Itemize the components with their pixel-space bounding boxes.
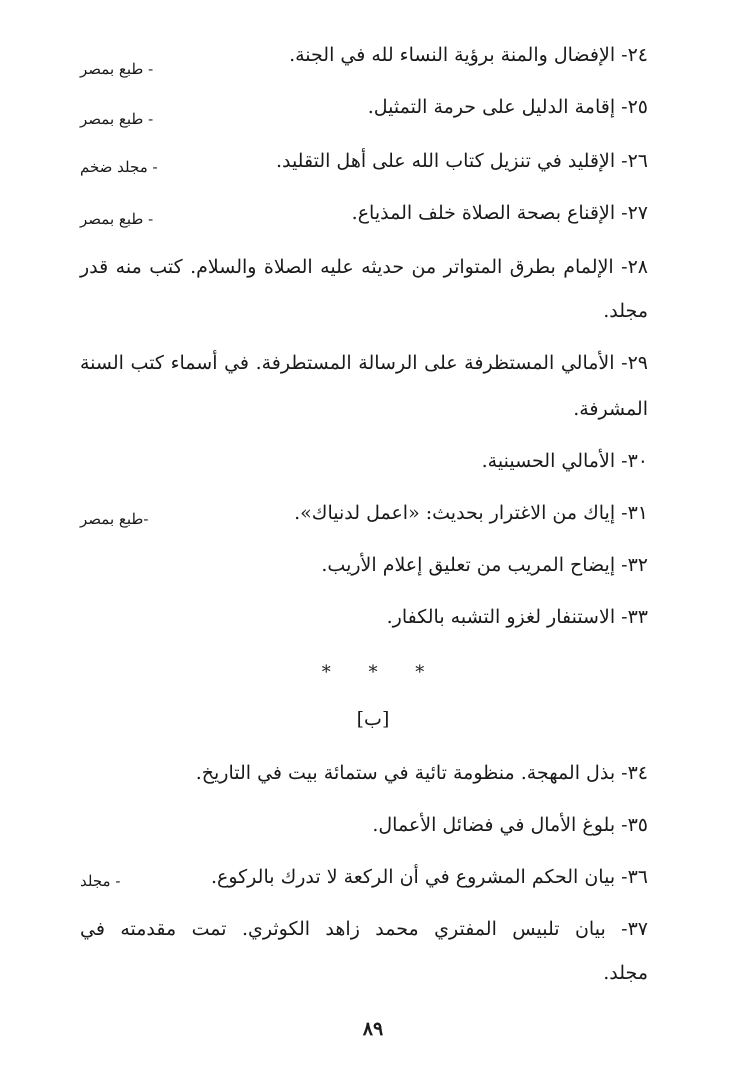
entry-37 [80,916,648,942]
entry-note: - مجلد [80,872,121,890]
entry-continuation: مجلد. [603,962,648,984]
entry-number: ٢٦- [621,150,648,172]
entry-title: الإلمام بطرق المتواتر من حديثه عليه الصلاة والسلام. كتب منه قدر [80,256,614,278]
entry-31 [294,500,648,526]
entry-number: ٢٧- [621,202,648,224]
entry-number: ٣١- [621,502,648,524]
entry-number: ٣٥- [621,814,648,836]
entry-number: ٣٧- [621,918,648,940]
entry-30 [482,448,648,474]
entry-title: الإقليد في تنزيل كتاب الله على أهل التقليد. [275,150,616,172]
entry-note: - طبع بمصر [80,210,154,228]
separator-star: * [415,662,425,683]
separator-star: * [368,662,378,683]
entry-33 [387,604,648,630]
entry-number: ٢٨- [621,256,648,278]
section-heading: [ب] [356,708,390,730]
entry-34 [196,760,648,786]
entry-number: ٣٦- [621,866,648,888]
entry-title: إقامة الدليل على حرمة التمثيل. [367,96,616,118]
entry-32 [321,552,648,578]
entry-title: الأمالي المستظرفة على الرسالة المستطرفة. في أسماء كتب السنة [80,352,615,374]
entry-title: الاستنفار لغزو التشبه بالكفار. [386,606,616,628]
entry-title: بيان الحكم المشروع في أن الركعة لا تدرك بالركوع. [210,866,616,888]
entry-number: ٢٤- [621,44,648,66]
entry-note: - مجلد ضخم [80,158,158,176]
entry-title: بلوغ الأمال في فضائل الأعمال. [372,814,616,836]
entry-35 [372,812,648,838]
entry-number: ٣٤- [621,762,648,784]
entry-title: الإفضال والمنة برؤية النساء لله في الجنة. [289,44,616,66]
section-separator [0,662,746,683]
entry-title: بذل المهجة. منظومة تائية في ستمائة بيت في التاريخ. [195,762,616,784]
entry-number: ٢٥- [621,96,648,118]
entry-26 [276,148,648,174]
entry-number: ٣٠- [621,450,648,472]
entry-27 [352,200,648,226]
entry-24 [289,42,648,68]
entry-note: -طبع بمصر [80,510,149,528]
entry-title: الإقناع بصحة الصلاة خلف المذياع. [351,202,616,224]
entry-number: ٣٢- [621,554,648,576]
entry-29 [80,350,648,376]
entry-continuation: مجلد. [603,300,648,322]
entry-number: ٢٩- [621,352,649,374]
entry-note: - طبع بمصر [80,110,154,128]
entry-title: إيضاح المريب من تعليق إعلام الأريب. [321,554,616,576]
entry-number: ٣٣- [621,606,648,628]
page-number: ٨٩ [362,1018,384,1040]
entry-continuation: المشرفة. [573,398,648,420]
entry-title: الأمالي الحسينية. [481,450,616,472]
entry-note: - طبع بمصر [80,60,154,78]
separator-star: * [321,662,331,683]
entry-25 [368,94,648,120]
entry-36 [211,864,648,890]
entry-title: بيان تلبيس المفتري محمد زاهد الكوثري. تمت مقدمته في [80,918,606,940]
entry-28 [80,254,648,280]
entry-title: إياك من الاغترار بحديث: «اعمل لدنياك». [294,502,616,524]
